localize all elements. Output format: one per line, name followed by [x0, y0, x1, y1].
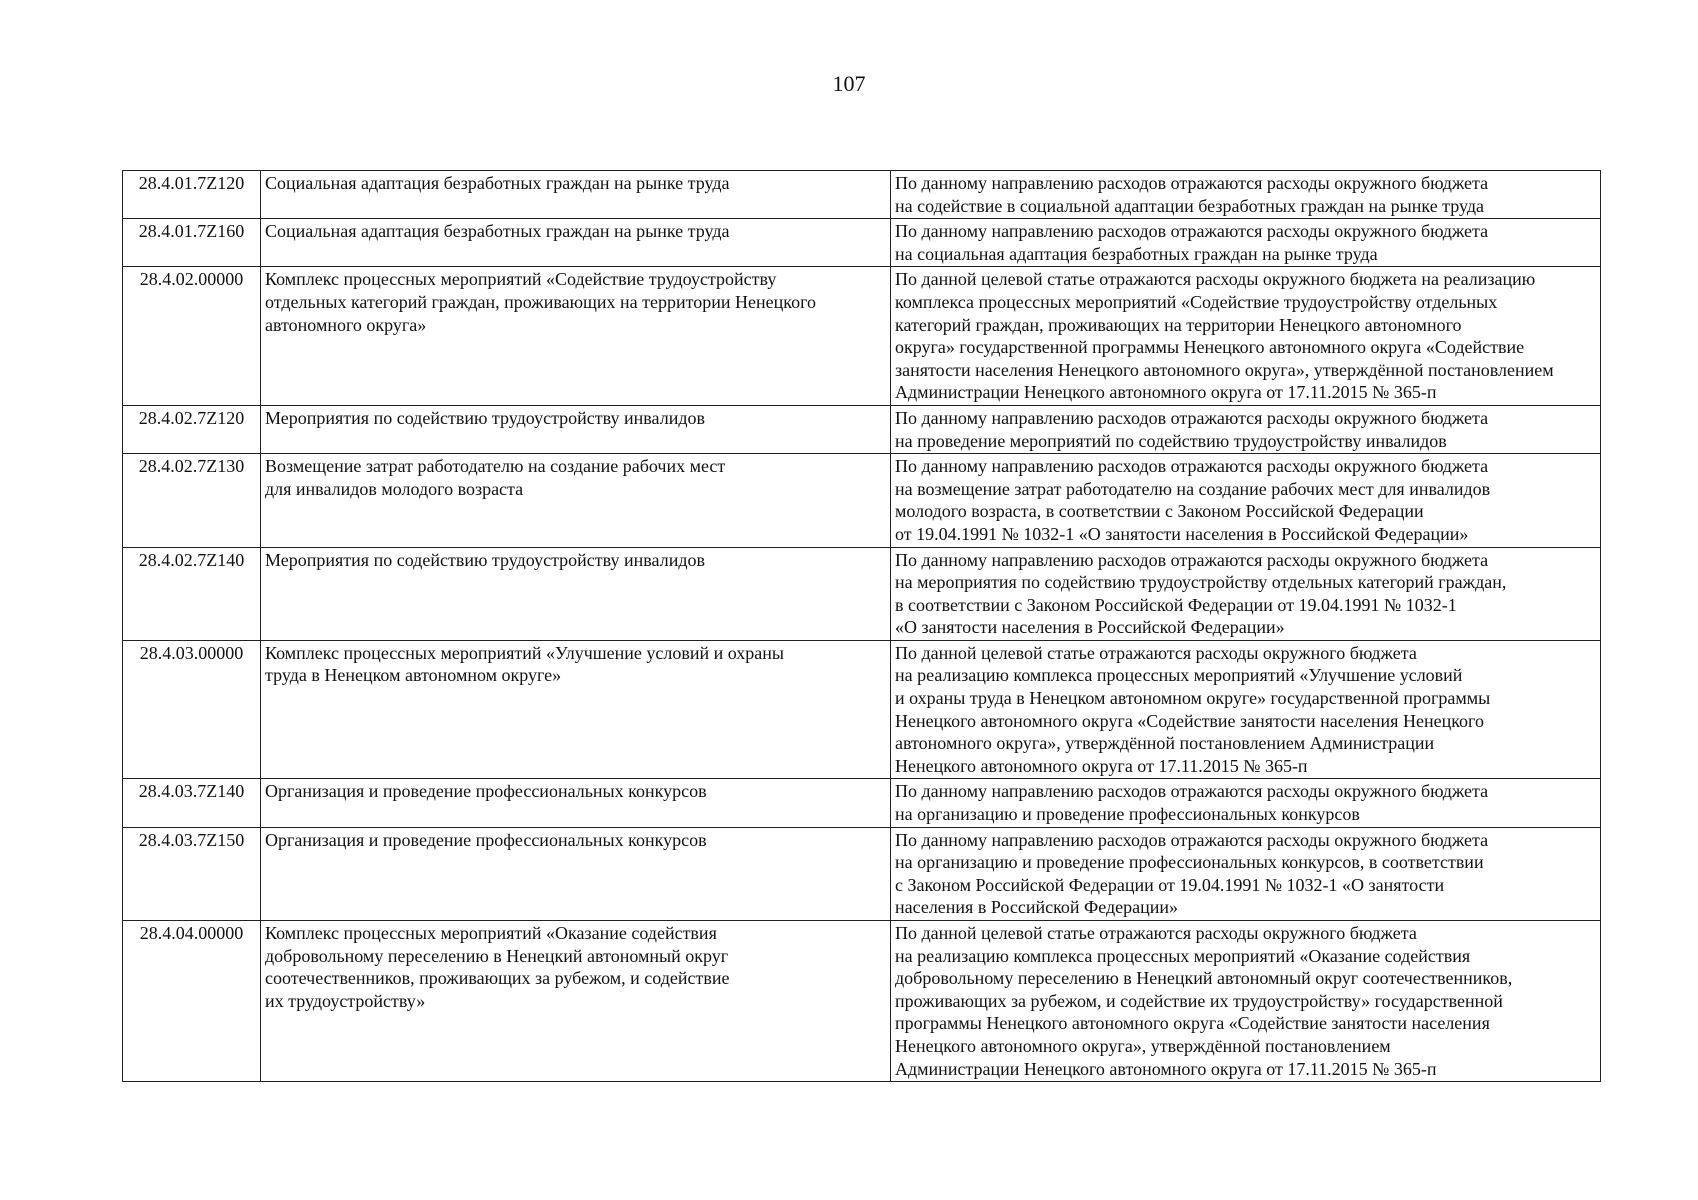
- expense-name-cell: Комплекс процессных мероприятий «Содействие трудоустройству отдельных категорий граждан, проживающих на территории Ненецкого автономного округа»: [261, 267, 891, 406]
- target-code-cell: 28.4.02.00000: [123, 267, 261, 406]
- target-code-cell: 28.4.04.00000: [123, 921, 261, 1082]
- table-row: [123, 921, 1601, 1082]
- expense-description-cell: По данному направлению расходов отражаются расходы окружного бюджета на возмещение затрат работодателю на создание рабочих мест для инвалидов молодого возраста, в соответствии с Законом Российской Федерации от 19.04.1991 № 1032-1 «О занятости населения в Российской Федерации»: [891, 454, 1601, 547]
- table-row: [123, 405, 1601, 453]
- expense-description-cell: По данному направлению расходов отражаются расходы окружного бюджета на социальная адаптация безработных граждан на рынке труда: [891, 219, 1601, 267]
- table-row: [123, 171, 1601, 219]
- expense-name-cell: Организация и проведение профессиональных конкурсов: [261, 779, 891, 827]
- target-code-cell: 28.4.01.7Z120: [123, 171, 261, 219]
- expense-name-cell: Комплекс процессных мероприятий «Оказание содействия добровольному переселению в Ненецкий автономный округ соотечественников, проживающих за рубежом, и содействие их трудоустройству»: [261, 921, 891, 1082]
- target-code-cell: 28.4.03.00000: [123, 640, 261, 779]
- target-code-cell: 28.4.01.7Z160: [123, 219, 261, 267]
- target-code-cell: 28.4.02.7Z130: [123, 454, 261, 547]
- expense-name-cell: Мероприятия по содействию трудоустройству инвалидов: [261, 405, 891, 453]
- expense-description-cell: По данному направлению расходов отражаются расходы окружного бюджета на организацию и проведение профессиональных конкурсов, в соответствии с Законом Российской Федерации от 19.04.1991 № 1032-1 «О занятости населения в Российской Федерации»: [891, 827, 1601, 920]
- target-code-cell: 28.4.02.7Z120: [123, 405, 261, 453]
- expense-name-cell: Социальная адаптация безработных граждан на рынке труда: [261, 171, 891, 219]
- table-row: [123, 454, 1601, 547]
- expense-description-cell: По данному направлению расходов отражаются расходы окружного бюджета на мероприятия по содействию трудоустройству отдельных категорий граждан, в соответствии с Законом Российской Федерации от 19.04.1991 № 1032-1 «О занятости населения в Российской Федерации»: [891, 547, 1601, 640]
- table-row: [123, 779, 1601, 827]
- target-code-cell: 28.4.03.7Z150: [123, 827, 261, 920]
- table-row: [123, 547, 1601, 640]
- table-row: [123, 640, 1601, 779]
- page-number: 107: [832, 71, 866, 96]
- table-row: [123, 827, 1601, 920]
- target-code-cell: 28.4.03.7Z140: [123, 779, 261, 827]
- expense-description-cell: По данной целевой статье отражаются расходы окружного бюджета на реализацию комплекса процессных мероприятий «Оказание содействия добровольному переселению в Ненецкий автономный округ соотечественников, проживающих за рубежом, и содействие их трудоустройству» государственной программы Ненецкого автономного округа «Содействие занятости населения Ненецкого автономного округа», утверждённой постановлением Администрации Ненецкого автономного округа от 17.11.2015 № 365-п: [891, 921, 1601, 1082]
- expense-description-cell: По данному направлению расходов отражаются расходы окружного бюджета на организацию и проведение профессиональных конкурсов: [891, 779, 1601, 827]
- budget-classification-table: [122, 170, 1601, 1082]
- expense-name-cell: Мероприятия по содействию трудоустройству инвалидов: [261, 547, 891, 640]
- expense-name-cell: Возмещение затрат работодателю на создание рабочих мест для инвалидов молодого возраста: [261, 454, 891, 547]
- expense-name-cell: Комплекс процессных мероприятий «Улучшение условий и охраны труда в Ненецком автономном округе»: [261, 640, 891, 779]
- expense-description-cell: По данной целевой статье отражаются расходы окружного бюджета на реализацию комплекса процессных мероприятий «Улучшение условий и охраны труда в Ненецком автономном округе» государственной программы Ненецкого автономного округа «Содействие занятости населения Ненецкого автономного округа», утверждённой постановлением Администрации Ненецкого автономного округа от 17.11.2015 № 365-п: [891, 640, 1601, 779]
- target-code-cell: 28.4.02.7Z140: [123, 547, 261, 640]
- expense-name-cell: Организация и проведение профессиональных конкурсов: [261, 827, 891, 920]
- expense-description-cell: По данному направлению расходов отражаются расходы окружного бюджета на содействие в социальной адаптации безработных граждан на рынке труда: [891, 171, 1601, 219]
- expense-name-cell: Социальная адаптация безработных граждан на рынке труда: [261, 219, 891, 267]
- table-row: [123, 219, 1601, 267]
- expense-description-cell: По данному направлению расходов отражаются расходы окружного бюджета на проведение мероприятий по содействию трудоустройству инвалидов: [891, 405, 1601, 453]
- table-row: [123, 267, 1601, 406]
- expense-description-cell: По данной целевой статье отражаются расходы окружного бюджета на реализацию комплекса процессных мероприятий «Содействие трудоустройству отдельных категорий граждан, проживающих на территории Ненецкого автономного округа» государственной программы Ненецкого автономного округа «Содействие занятости населения Ненецкого автономного округа», утверждённой постановлением Администрации Ненецкого автономного округа от 17.11.2015 № 365-п: [891, 267, 1601, 406]
